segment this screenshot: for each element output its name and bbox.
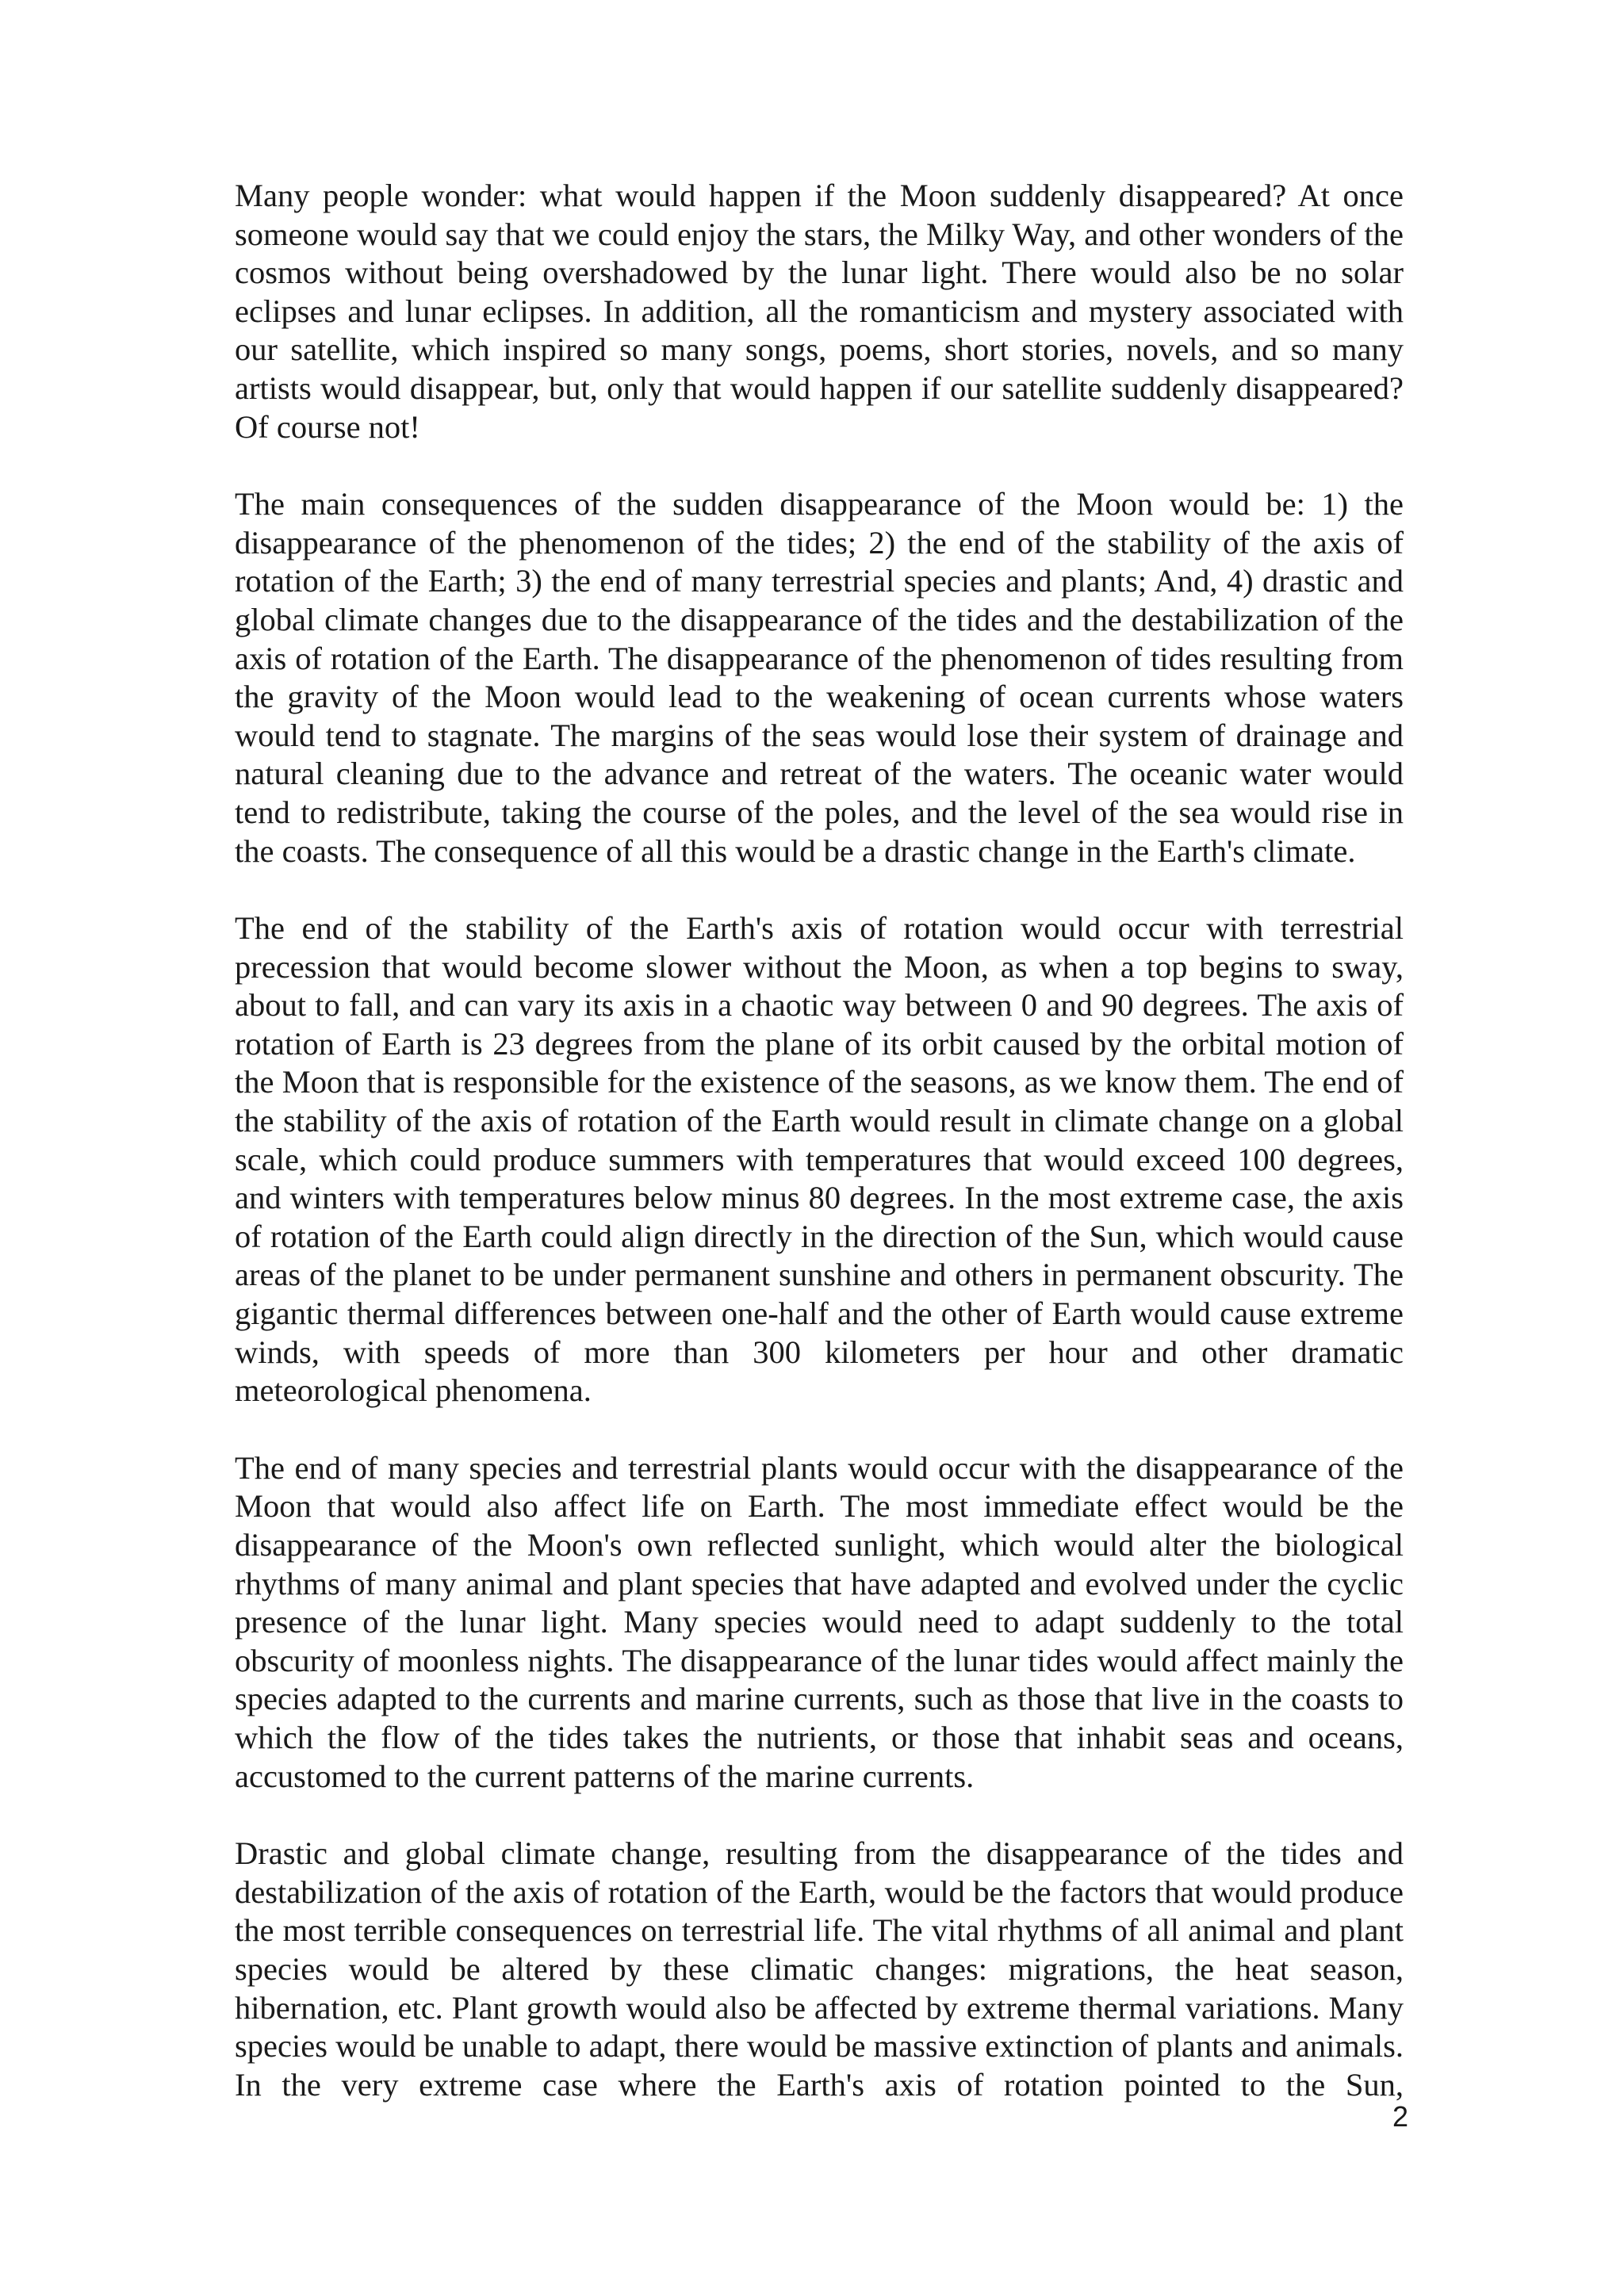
paragraph-intro: Many people wonder: what would happen if the Moon suddenly disappeared? At once someone would say that we could enjoy the stars, the Milky Way, and other wonders of the cosmos without being overshadowed by the lunar light. There would also be no solar eclipses and lunar eclipses. In addition, all the romanticism and mystery associated with our satellite, which inspired so many songs, poems, short stories, novels, and so many artists would disappear, but, only that would happen if our satellite suddenly disappeared? Of course not!	[235, 178, 1404, 445]
paragraph-axis-stability: The end of the stability of the Earth's axis of rotation would occur with terrestrial precession that would become slower without the Moon, as when a top begins to sway, about to fall, and can vary its axis in a chaotic way between 0 and 90 degrees. The axis of rotation of Earth is 23 degrees from the plane of its orbit caused by the orbital motion of the Moon that is responsible for the existence of the seasons, as we know them. The end of the stability of the axis of rotation of the Earth would result in climate change on a global scale, which could produce summers with temperatures that would exceed 100 degrees, and winters with temperatures below minus 80 degrees. In the most extreme case, the axis of rotation of the Earth could align directly in the direction of the Sun, which would cause areas of the planet to be under permanent sunshine and others in permanent obscurity. The gigantic thermal differences between one-half and the other of Earth would cause extreme winds, with speeds of more than 300 kilometers per hour and other dramatic meteorological phenomena.	[235, 910, 1404, 1409]
page-number: 2	[1392, 2100, 1408, 2133]
document-body	[235, 177, 1404, 2104]
paragraph-species-plants: The end of many species and terrestrial plants would occur with the disappearance of the Moon that would also affect life on Earth. The most immediate effect would be the disappearance of the Moon's own reflected sunlight, which would alter the biological rhythms of many animal and plant species that have adapted and evolved under the cyclic presence of the lunar light. Many species would need to adapt suddenly to the total obscurity of moonless nights. The disappearance of the lunar tides would affect mainly the species adapted to the currents and marine currents, such as those that live in the coasts to which the flow of the tides takes the nutrients, or those that inhabit seas and oceans, accustomed to the current patterns of the marine currents.	[235, 1449, 1404, 1794]
paragraph-main-consequences: The main consequences of the sudden disappearance of the Moon would be: 1) the disappearance of the phenomenon of the tides; 2) the end of the stability of the axis of rotation of the Earth; 3) the end of many terrestrial species and plants; And, 4) drastic and global climate changes due to the disappearance of the tides and the destabilization of the axis of rotation of the Earth. The disappearance of the phenomenon of tides resulting from the gravity of the Moon would lead to the weakening of ocean currents whose waters would tend to stagnate. The margins of the seas would lose their system of drainage and natural cleaning due to the advance and retreat of the waters. The oceanic water would tend to redistribute, taking the course of the poles, and the level of the sea would rise in the coasts. The consequence of all this would be a drastic change in the Earth's climate.	[235, 486, 1404, 869]
paragraph-climate-change: Drastic and global climate change, resulting from the disappearance of the tides and destabilization of the axis of rotation of the Earth, would be the factors that would produce the most terrible consequences on terrestrial life. The vital rhythms of all animal and plant species would be altered by these climatic changes: migrations, the heat season, hibernation, etc. Plant growth would also be affected by extreme thermal variations. Many species would be unable to adapt, there would be massive extinction of plants and animals. In the very extreme case where the Earth's axis of rotation pointed to the Sun,	[235, 1835, 1404, 2103]
